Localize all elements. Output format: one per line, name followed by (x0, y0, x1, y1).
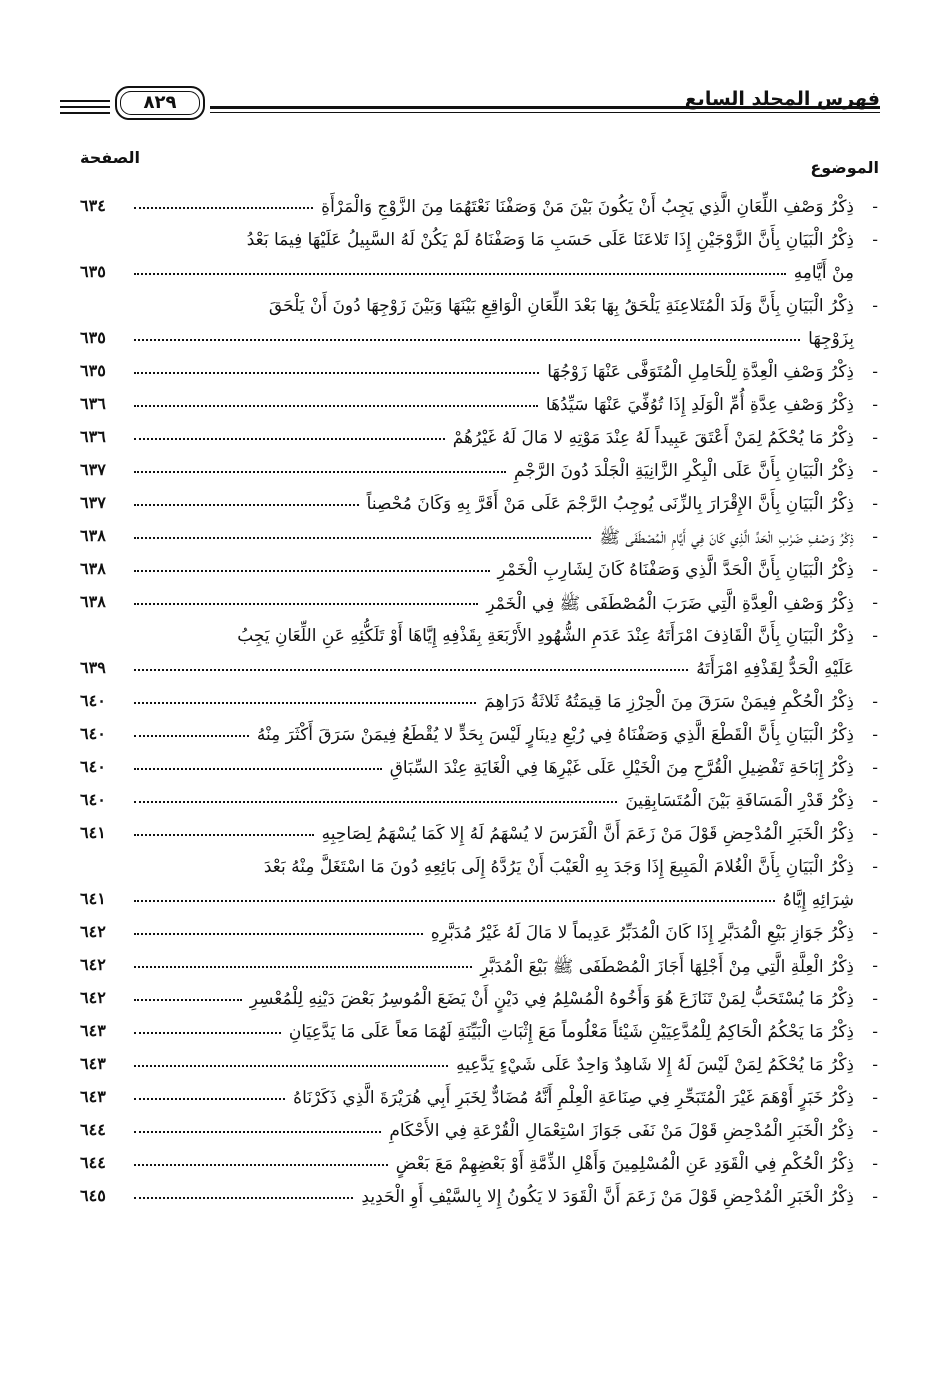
index-entry (70, 490, 882, 523)
dot-leader (134, 471, 506, 473)
entry-title: ذِكْرُ وَصْفِ الْعِدَّةِ لِلْحَامِلِ الْمُتَوَفَّى عَنْهَا زَوْجُهَا (547, 362, 854, 382)
entry-bullet: - (872, 1187, 878, 1207)
dot-leader (134, 966, 472, 968)
entry-bullet: - (872, 1022, 878, 1042)
index-entry (70, 886, 882, 919)
index-entry (70, 1117, 882, 1150)
dot-leader (134, 603, 478, 605)
entry-bullet: - (872, 395, 878, 415)
dot-leader (134, 438, 445, 440)
entry-title: ذِكْرُ الْخَبَرِ الْمُدْحِضِ قَوْلَ مَنْ زَعَمَ أَنَّ الْفَرَسَ لا يُسْهَمُ لَهُ إِلا كَمَا يُسْهَمُ لِصَاحِبِهِ (321, 824, 854, 844)
index-entry (70, 1018, 882, 1051)
entry-bullet: - (872, 296, 878, 316)
dot-leader (134, 1065, 448, 1067)
index-entry (70, 292, 882, 325)
entry-title: ذِكْرُ الْبَيَانِ بِأَنَّ الإِقْرَارَ بِالزِّنَى يُوجِبُ الرَّجْمَ عَلَى مَنْ أَقَرَّ بِهِ وَكَانَ مُحْصِناً (366, 494, 854, 514)
index-entry (70, 1051, 882, 1084)
column-heading-topic: الموضوع (810, 158, 879, 177)
entry-title: ذِكْرُ إِبَاحَةِ تَفْضِيلِ الْقُرَّحِ مِنَ الْخَيْلِ عَلَى غَيْرِهَا فِي الْغَايَةِ عِنْدَ السِّبَاقِ (389, 758, 854, 778)
index-entry (70, 193, 882, 226)
entry-page-number: ٦٣٥ (80, 328, 106, 347)
dot-leader (134, 207, 313, 209)
dot-leader (134, 669, 688, 671)
entry-title: ذِكْرُ مَا يَحْكُمُ الْحَاكِمُ لِلْمُدَّعِيَيْنِ شَيْئاً مَعْلُوماً مَعَ إِثْبَاتِ الْبَيِّنَةِ لَهُمَا مَعاً عَلَى مَا يَدَّعِيَانِ (288, 1022, 854, 1042)
entry-page-number: ٦٣٨ (80, 526, 106, 545)
entry-bullet: - (872, 1154, 878, 1174)
entry-page-number: ٦٤٣ (80, 1054, 106, 1073)
entry-bullet: - (872, 1055, 878, 1075)
entry-page-number: ٦٤٠ (80, 724, 106, 743)
entry-title: ذِكْرُ الْبَيَانِ بِأَنَّ وَلَدَ الْمُتَلاعِنَةِ يَلْحَقُ بِهَا بَعْدَ اللِّعَانِ الْوَاقِعِ بَيْنَهَا وَبَيْنَ زَوْجِهَا دُونَ أَنْ يَلْحَقَ (268, 296, 854, 316)
entry-title: ذِكْرُ مَا يُحْكَمُ لِمَنْ لَيْسَ لَهُ إِلا شَاهِدٌ وَاحِدٌ عَلَى شَيْءٍ يَدَّعِيهِ (456, 1055, 854, 1075)
index-entry (70, 424, 882, 457)
entry-title: ذِكْرُ وَصْفِ الْعِدَّةِ الَّتِي ضَرَبَ الْمُصْطَفَى ﷺ فِي الْخَمْرِ (486, 594, 854, 614)
entry-title: ذِكْرُ الْخَبَرِ الْمُدْحِضِ قَوْلَ مَنْ زَعَمَ أَنَّ الْقَوَدَ لا يَكُونُ إِلا بِالسَّيْفِ أَوِ الْحَدِيدِ (361, 1187, 854, 1207)
header-rule (60, 106, 110, 108)
entry-bullet: - (872, 857, 878, 877)
entry-page-number: ٦٣٨ (80, 559, 106, 578)
entry-title: شِرَائِهِ إِيَّاهُ (782, 890, 854, 910)
entry-title: ذِكْرُ الْخَبَرِ الْمُدْحِضِ قَوْلَ مَنْ نَفَى جَوَازَ اسْتِعْمَالِ الْقُرْعَةِ فِي الأَحْكَامِ (389, 1121, 854, 1141)
index-entry (70, 1183, 882, 1216)
entry-bullet: - (872, 824, 878, 844)
index-entry (70, 358, 882, 391)
dot-leader (134, 1032, 281, 1034)
entry-title: ذِكْرُ الْعِلَّةِ الَّتِي مِنْ أَجْلِهَا أَجَازَ الْمُصْطَفَى ﷺ بَيْعَ الْمُدَبَّرِ (480, 957, 854, 977)
index-entry (70, 457, 882, 490)
index-entry (70, 754, 882, 787)
entry-bullet: - (872, 494, 878, 514)
header-rule (60, 112, 110, 114)
entry-page-number: ٦٤١ (80, 889, 106, 908)
index-entry (70, 589, 882, 622)
dot-leader (134, 537, 591, 539)
dot-leader (134, 735, 249, 737)
entry-page-number: ٦٣٦ (80, 427, 106, 446)
entry-bullet: - (872, 362, 878, 382)
dot-leader (134, 273, 786, 275)
entry-page-number: ٦٤٢ (80, 988, 106, 1007)
entry-bullet: - (872, 461, 878, 481)
dot-leader (134, 1131, 381, 1133)
entry-bullet: - (872, 527, 878, 547)
entry-title: ذِكْرُ مَا يُسْتَحَبُّ لِمَنْ تَنَازَعَ هُوَ وَأَخُوهُ الْمُسْلِمُ فِي دَيْنٍ أَنْ يَضَعَ الْمُوسِرُ بَعْضَ دَيْنِهِ لِلْمُعْسِرِ (249, 989, 854, 1009)
entry-bullet: - (872, 758, 878, 778)
entry-title: ذِكْرُ الْبَيَانِ بِأَنَّ الْقَاذِفَ امْرَأَتَهُ عِنْدَ عَدَمِ الشُّهُودِ الأَرْبَعَةِ بِقَذْفِهِ إِيَّاهَا أَوْ تَلَكُّئِهِ عَنِ اللِّعَانِ يَجِبُ (237, 626, 854, 646)
column-heading-page: الصفحة (80, 148, 141, 167)
entry-title: مِنْ أَيَّامِهِ (793, 263, 854, 283)
index-entry (70, 391, 882, 424)
entry-page-number: ٦٤٢ (80, 955, 106, 974)
page-number: ٨٢٩ (120, 91, 200, 115)
entry-bullet: - (872, 923, 878, 943)
page-header (60, 86, 880, 126)
entry-page-number: ٦٣٥ (80, 262, 106, 281)
header-rule (210, 112, 880, 113)
index-entry (70, 820, 882, 853)
entry-page-number: ٦٣٧ (80, 493, 106, 512)
entry-title: ذِكْرُ الْبَيَانِ بِأَنَّ الْحَدَّ الَّذِي وَصَفْنَاهُ كَانَ لِشَارِبِ الْخَمْرِ (497, 560, 854, 580)
entry-bullet: - (872, 791, 878, 811)
entry-title: عَلَيْهِ الْحَدُّ لِقَذْفِهِ امْرَأَتَهُ (696, 659, 854, 679)
index-entry (70, 853, 882, 886)
dot-leader (134, 1197, 353, 1199)
entry-page-number: ٦٤٤ (80, 1120, 106, 1139)
entry-bullet: - (872, 989, 878, 1009)
index-entry (70, 556, 882, 589)
index-entry (70, 688, 882, 721)
dot-leader (134, 768, 382, 770)
index-entry (70, 787, 882, 820)
header-rule (60, 100, 110, 102)
entry-bullet: - (872, 560, 878, 580)
index-entry (70, 721, 882, 754)
entry-title: ذِكْرُ الْحُكْمِ فِيمَنْ سَرَقَ مِنَ الْحِرْزِ مَا قِيمَتُهُ ثَلاثَةُ دَرَاهِمَ (484, 692, 854, 712)
page-number-box (115, 86, 205, 120)
entry-title: ذِكْرُ خَبَرٍ أَوْهَمَ غَيْرَ الْمُتَبَحِّرِ فِي صِنَاعَةِ الْعِلْمِ أَنَّهُ مُضَادٌّ لِخَبَرِ أَبِي هُرَيْرَةَ الَّذِي ذَكَرْنَاهُ (293, 1088, 854, 1108)
entry-page-number: ٦٣٦ (80, 394, 106, 413)
entry-title: ذِكْرُ جَوَازِ بَيْعِ الْمُدَبَّرِ إِذَا كَانَ الْمُدَبِّرُ عَدِيماً لا مَالَ لَهُ غَيْرُ مُدَبَّرِهِ (430, 923, 854, 943)
entry-title: ذِكْرُ الْبَيَانِ بِأَنَّ الزَّوْجَيْنِ إِذَا تَلاعَنَا عَلَى حَسَبِ مَا وَصَفْنَاهُ لَمْ يَكُنْ لَهُ السَّبِيلُ عَلَيْهَا فِيمَا بَعْدُ (246, 230, 854, 250)
index-entry (70, 523, 882, 556)
dot-leader (134, 1098, 285, 1100)
index-entry (70, 325, 882, 358)
entry-page-number: ٦٤١ (80, 823, 106, 842)
entry-title: ذِكْرُ وَصْفِ ضَرْبِ الْحَدِّ الَّذِي كَانَ فِي أَيَّامِ الْمُصْطَفَى ﷺ (599, 528, 854, 548)
entry-page-number: ٦٤٠ (80, 691, 106, 710)
entry-page-number: ٦٤٤ (80, 1153, 106, 1172)
entry-bullet: - (872, 956, 878, 976)
entry-page-number: ٦٣٧ (80, 460, 106, 479)
entry-page-number: ٦٣٨ (80, 592, 106, 611)
entry-bullet: - (872, 1088, 878, 1108)
entry-bullet: - (872, 428, 878, 448)
header-title: فهرس المجلد السابع (684, 88, 880, 110)
entry-title: ذِكْرُ مَا يُحْكَمُ لِمَنْ أَعْتَقَ عَبِيداً لَهُ عِنْدَ مَوْتِهِ لا مَالَ لَهُ غَيْرُهُمْ (452, 428, 854, 448)
dot-leader (134, 372, 539, 374)
entry-page-number: ٦٤٢ (80, 922, 106, 941)
dot-leader (134, 801, 617, 803)
dot-leader (134, 834, 314, 836)
index-entry (70, 226, 882, 259)
index-entry (70, 622, 882, 655)
index-entry (70, 952, 882, 985)
entry-bullet: - (872, 692, 878, 712)
dot-leader (134, 933, 423, 935)
index-entry (70, 259, 882, 292)
entry-page-number: ٦٤٠ (80, 790, 106, 809)
entry-title: ذِكْرُ الْبَيَانِ بِأَنَّ الْقَطْعَ الَّذِي وَصَفْنَاهُ فِي رُبْعِ دِينَارٍ لَيْسَ بِحَدٍّ لا يُقْطَعُ فِيمَنْ سَرَقَ أَكْثَرَ مِنْهُ (256, 725, 854, 745)
entry-bullet: - (872, 1121, 878, 1141)
entry-bullet: - (872, 230, 878, 250)
entry-title: ذِكْرُ قَدْرِ الْمَسَافَةِ بَيْنَ الْمُتَسَابِقِينَ (625, 791, 854, 811)
entry-bullet: - (872, 197, 878, 217)
index-entry (70, 655, 882, 688)
dot-leader (134, 405, 538, 407)
entry-bullet: - (872, 593, 878, 613)
entry-page-number: ٦٤٣ (80, 1021, 106, 1040)
entry-bullet: - (872, 626, 878, 646)
entry-title: ذِكْرُ الْبَيَانِ بِأَنَّ عَلَى الْبِكْرِ الزَّانِيَةِ الْجَلْدَ دُونَ الرَّجْمِ (513, 461, 854, 481)
entry-page-number: ٦٤٣ (80, 1087, 106, 1106)
entry-title: ذِكْرُ الْحُكْمِ فِي الْقَوَدِ عَنِ الْمُسْلِمِينَ وَأَهْلِ الذِّمَّةِ أَوْ بَعْضِهِمْ مَعَ بَعْضٍ (395, 1154, 854, 1174)
entry-page-number: ٦٣٤ (80, 196, 106, 215)
entry-page-number: ٦٤٠ (80, 757, 106, 776)
dot-leader (134, 900, 775, 902)
index-entry (70, 1150, 882, 1183)
index-entry (70, 985, 882, 1018)
entry-page-number: ٦٣٥ (80, 361, 106, 380)
entry-title: بِزَوْجِهَا (808, 329, 854, 349)
entry-page-number: ٦٤٥ (80, 1186, 106, 1205)
dot-leader (134, 339, 800, 341)
entry-title: ذِكْرُ وَصْفِ اللِّعَانِ الَّذِي يَجِبُ أَنْ يَكُونَ بَيْنَ مَنْ وَصَفْنَا نَعْتَهُمَا مِنَ الزَّوْجِ وَالْمَرْأَةِ (321, 197, 854, 217)
entry-title: ذِكْرُ وَصْفِ عِدَّةِ أُمِّ الْوَلَدِ إِذَا تُوُفِّيَ عَنْهَا سَيِّدُهَا (545, 395, 854, 415)
dot-leader (134, 702, 476, 704)
index-entry (70, 1084, 882, 1117)
index-entries (70, 193, 882, 1216)
dot-leader (134, 504, 359, 506)
index-entry (70, 919, 882, 952)
entry-bullet: - (872, 725, 878, 745)
entry-title: ذِكْرُ الْبَيَانِ بِأَنَّ الْغُلامَ الْمَبِيعَ إِذَا وَجَدَ بِهِ الْعَيْبَ أَنْ يَرُدَّهُ إِلَى بَائِعِهِ دُونَ مَا اسْتَغَلَّ مِنْهُ بَعْدَ (263, 857, 854, 877)
dot-leader (134, 999, 242, 1001)
dot-leader (134, 1164, 388, 1166)
entry-page-number: ٦٣٩ (80, 658, 106, 677)
header-rule (210, 106, 880, 109)
dot-leader (134, 570, 490, 572)
